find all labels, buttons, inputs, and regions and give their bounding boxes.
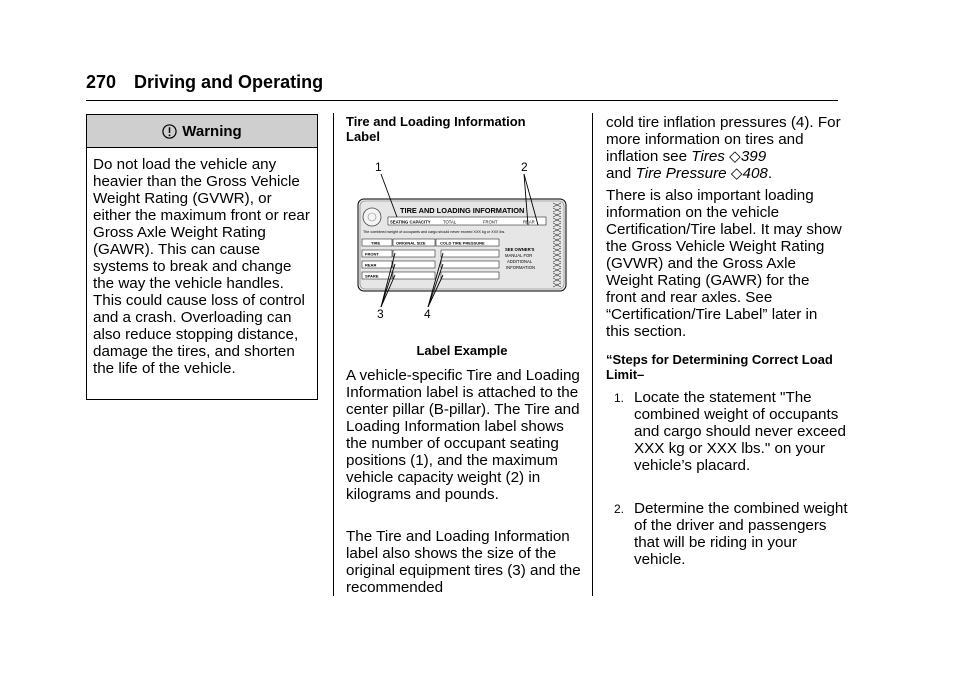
step-1 [614,389,850,493]
step-2 [614,500,850,580]
page-header [86,72,323,93]
page-number: 270 [86,72,117,92]
page-ref-icon: ◇ [729,148,741,165]
col-cold-pressure: COLD TIRE PRESSURE [440,240,485,246]
manual-for: MANUAL FOR [505,253,533,258]
row-spare: SPARE [365,273,379,279]
additional: ADDITIONAL [507,259,533,264]
seating-capacity: SEATING CAPACITY [390,219,431,225]
row-front: FRONT [365,251,379,257]
column-divider-left [333,113,334,596]
warning-icon [162,124,177,139]
warning-header [87,115,317,148]
label-title: TIRE AND LOADING INFORMATION [400,206,525,215]
step-text: Locate the statement "The combined weight of occupants and cargo should never exceed XXX kg or XXX lbs." on your vehicle’s placard. [634,389,846,474]
column-divider-right [592,113,593,596]
information: INFORMATION [506,265,535,270]
see-owners: SEE OWNER'S [505,247,535,252]
step-number: 1. [614,391,625,405]
middle-paragraph-1: A vehicle-specific Tire and Loading Information label is attached to the center pillar (B-pillar). The Tire and Loading Information label shows the number of occupant seating positions (1), and the maximum vehicle capacity weight (2) in kilograms and pounds. [346,367,580,503]
col-original-size: ORIGINAL SIZE [396,240,426,246]
right-paragraph-1: cold tire inflation pressures (4). For more information on tires and inflation see Tires ◇399 and Tire Pressure ◇408. [606,114,841,182]
warning-title: Warning [182,122,242,140]
combined-weight-text: The combined weight of occupants and cargo should never exceed XXX kg or XXX lbs. [363,230,506,234]
tire-label-figure [350,155,570,325]
callout-2: 2 [521,160,528,174]
callout-1: 1 [375,160,382,174]
header-rule [86,100,838,101]
label-total: TOTAL [443,219,457,225]
tire-pressure-link[interactable]: Tire Pressure [635,165,727,182]
callout-3: 3 [377,307,384,321]
tires-page[interactable]: 399 [740,148,767,165]
tire-label-subheading: Tire and Loading Information Label [346,114,526,144]
middle-paragraph-2: The Tire and Loading Information label also shows the size of the original equipment tires (3) and the recommended [346,528,581,596]
figure-caption: Label Example [416,343,508,358]
col-tire: TIRE [371,240,381,246]
row-rear: REAR [365,262,377,268]
section-title: Driving and Operating [134,72,324,92]
label-rear: REAR [523,219,535,225]
warning-text: Do not load the vehicle any heavier than the Gross Vehicle Weight Rating (GVWR), or either the maximum front or rear Gross Axle Weight Rating (GAWR). This can cause systems to break and change the way the vehicle handles. This could cause loss of control and a crash. Overloading can also reduce stopping distance, damage the tires, and shorten the life of the vehicle. [93,156,310,377]
step-text: Determine the combined weight of the driver and passengers that will be riding in your vehicle. [634,500,848,568]
tire-pressure-page[interactable]: 408 [742,165,768,182]
page-ref-icon-2: ◇ [730,165,743,182]
tires-link[interactable]: Tires [691,148,725,165]
steps-subheading: “Steps for Determining Correct Load Limit– [606,352,833,382]
right-paragraph-2: There is also important loading information on the vehicle Certification/Tire label. It may show the Gross Vehicle Weight Rating (GVWR) and the Gross Axle Weight Rating (GAWR) for the front and rear axles. See “Certification/Tire Label” later in this section. [606,187,842,340]
warning-box [86,114,318,400]
right-paragraph-1-text: cold tire inflation pressures (4). For more information on tires and inflation see [606,114,841,165]
label-front: FRONT [483,219,498,225]
callout-4: 4 [424,307,431,321]
step-number: 2. [614,502,625,516]
tire-emblem-icon [363,208,381,226]
